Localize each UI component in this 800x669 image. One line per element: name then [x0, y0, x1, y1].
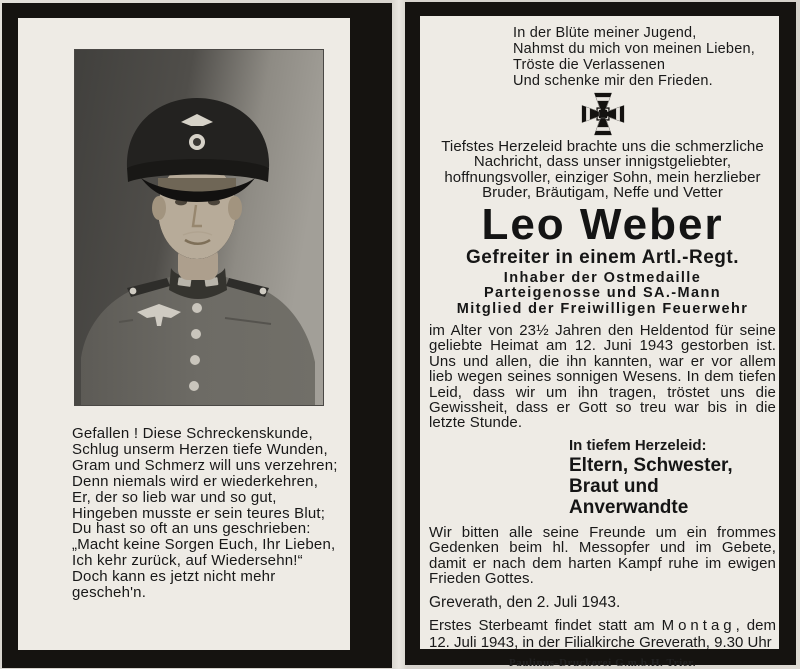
announcement-intro: Tiefstes Herzeleid brachte uns die schmerzliche Nachricht, dass unser innigstgeliebter, hoffnungsvoller, einziger Sohn, mein herzlieber Bruder, Bräutigam, Neffe und Vetter	[441, 138, 764, 202]
poem-line: Er, der so lieb war und so gut,	[72, 488, 277, 506]
poem-line: Gefallen ! Diese Schreckenskunde,	[72, 425, 313, 442]
verse-line: Nahmst du mich von meinen Lieben,	[513, 41, 755, 57]
rank-line: Gefreiter in einem Artl.-Regt.	[466, 246, 739, 268]
honors-list	[429, 271, 776, 318]
service-text-pre: Erstes Sterbeamt findet statt am	[429, 617, 662, 635]
printer-imprint: Paulinus-Druckerei G.m.b.H. Trier.	[508, 657, 697, 669]
mourners-line: Eltern, Schwester,	[569, 454, 733, 476]
verse-line: Und schenke mir den Frieden.	[513, 73, 713, 89]
service-text-post: , dem 12. Juli 1943, in der Filialkirche Greverath, 9.30 Uhr	[429, 617, 776, 651]
soldier-portrait-photo	[75, 50, 323, 405]
mourners-line: Braut und Anverwandte	[569, 475, 689, 518]
honor-line: Parteigenosse und SA.-Mann	[483, 285, 721, 302]
verse-line: In der Blüte meiner Jugend,	[513, 25, 697, 41]
obituary-paragraph: im Alter von 23½ Jahren den Heldentod für seine geliebte Heimat am 12. Juni 1943 gestorben ist. Uns und allen, die ihn kannten, war er vor allem lieb wegen seines sonnigen Wesens. In dem tiefen Leid, dass wir um ihn tragen, tröstet uns die Gewissheit, dass er Gott so treu war bis in die letzte Stunde.	[429, 322, 776, 432]
poem-line: Du hast so oft an uns geschrieben:	[72, 520, 311, 538]
mourning-header: In tiefem Herzeleid:	[569, 436, 707, 454]
service-announcement	[429, 618, 776, 651]
poem-line: Schlug unserm Herzen tiefe Wunden,	[72, 440, 328, 458]
prayer-request-paragraph: Wir bitten alle seine Freunde um ein frommes Gedenken beim hl. Messopfer und im Gebete, damit er nach dem harten Kampf ruhe im ewigen Frieden Gottes.	[429, 523, 776, 588]
poem-line: Ich kehr zurück, auf Wiedersehn!“	[72, 552, 303, 570]
poem-line: Hingeben musste er sein teures Blut;	[72, 504, 326, 522]
honor-line: Mitglied der Freiwilligen Feuerwehr	[456, 301, 749, 318]
honor-line: Inhaber der Ostmedaille	[503, 269, 702, 286]
poem-line: „Macht keine Sorgen Euch, Ihr Lieben,	[72, 536, 336, 554]
soldier-portrait-illustration	[75, 50, 323, 405]
left-card	[2, 3, 392, 668]
service-day-emphasized: Montag	[661, 617, 736, 635]
mourners-list	[569, 455, 776, 518]
verse-line: Tröste die Verlassenen	[513, 57, 666, 73]
place-dateline: Greverath, den 2. Juli 1943.	[429, 594, 621, 612]
poem-line: Gram und Schmerz will uns verzehren;	[72, 456, 338, 474]
iron-cross-icon	[580, 92, 626, 136]
opening-verse	[513, 25, 776, 89]
poem-line: Denn niemals wird er wiederkehren,	[72, 472, 319, 490]
right-card	[405, 2, 796, 669]
poem-line: Doch kann es jetzt nicht mehr gescheh'n.	[72, 568, 276, 602]
memorial-poem	[72, 426, 344, 601]
deceased-name: Leo Weber	[481, 199, 724, 249]
